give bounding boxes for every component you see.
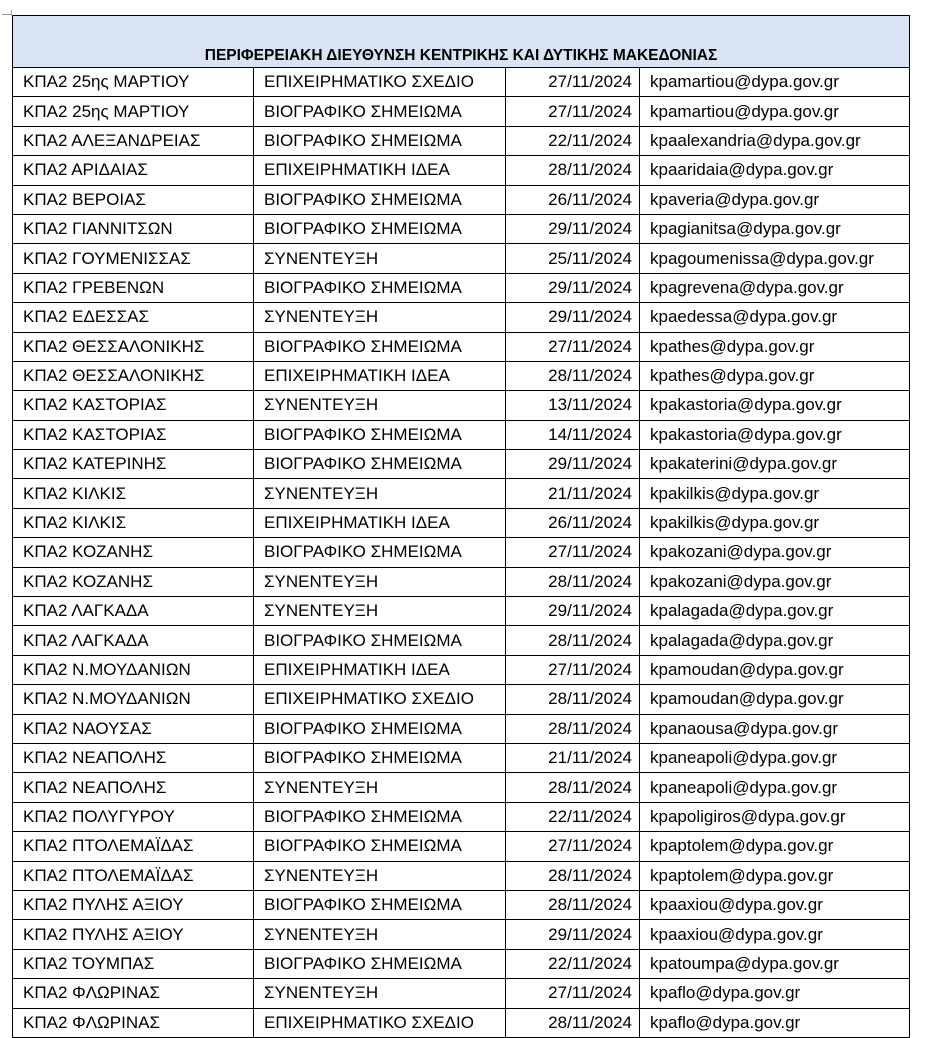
date-cell: 29/11/2024 [506,303,640,332]
email-cell: kpaflo@dypa.gov.gr [640,1008,910,1037]
table-row [13,126,910,155]
date-cell: 26/11/2024 [506,185,640,214]
email-cell: kpalagada@dypa.gov.gr [640,626,910,655]
table-row [13,655,910,684]
activity-cell: ΣΥΝΕΝΤΕΥΞΗ [254,979,506,1008]
email-cell: kpalagada@dypa.gov.gr [640,597,910,626]
activity-cell: ΒΙΟΓΡΑΦΙΚΟ ΣΗΜΕΙΩΜΑ [254,214,506,243]
activity-cell: ΒΙΟΓΡΑΦΙΚΟ ΣΗΜΕΙΩΜΑ [254,949,506,978]
table-row [13,273,910,302]
office-cell: ΚΠΑ2 25ης ΜΑΡΤΙΟΥ [13,97,254,126]
table-row [13,450,910,479]
table-row [13,68,910,97]
email-cell: kpamoudan@dypa.gov.gr [640,655,910,684]
schedule-table [12,15,910,1038]
office-cell: ΚΠΑ2 ΘΕΣΣΑΛΟΝΙΚΗΣ [13,332,254,361]
office-cell: ΚΠΑ2 Ν.ΜΟΥΔΑΝΙΩΝ [13,655,254,684]
activity-cell: ΕΠΙΧΕΙΡΗΜΑΤΙΚΗ ΙΔΕΑ [254,655,506,684]
table-row [13,332,910,361]
date-cell: 28/11/2024 [506,773,640,802]
office-cell: ΚΠΑ2 ΚΙΛΚΙΣ [13,508,254,537]
email-cell: kpaneapoli@dypa.gov.gr [640,743,910,772]
activity-cell: ΒΙΟΓΡΑΦΙΚΟ ΣΗΜΕΙΩΜΑ [254,890,506,919]
activity-cell: ΣΥΝΕΝΤΕΥΞΗ [254,861,506,890]
table-row [13,802,910,831]
email-cell: kpaflo@dypa.gov.gr [640,979,910,1008]
activity-cell: ΒΙΟΓΡΑΦΙΚΟ ΣΗΜΕΙΩΜΑ [254,332,506,361]
office-cell: ΚΠΑ2 ΓΡΕΒΕΝΩΝ [13,273,254,302]
email-cell: kpaneapoli@dypa.gov.gr [640,773,910,802]
table-row [13,97,910,126]
office-cell: ΚΠΑ2 ΠΥΛΗΣ ΑΞΙΟΥ [13,890,254,919]
activity-cell: ΕΠΙΧΕΙΡΗΜΑΤΙΚΟ ΣΧΕΔΙΟ [254,68,506,97]
office-cell: ΚΠΑ2 ΦΛΩΡΙΝΑΣ [13,979,254,1008]
date-cell: 27/11/2024 [506,332,640,361]
table-row [13,743,910,772]
table-row [13,420,910,449]
office-cell: ΚΠΑ2 ΚΑΣΤΟΡΙΑΣ [13,391,254,420]
date-cell: 28/11/2024 [506,685,640,714]
office-cell: ΚΠΑ2 ΚΟΖΑΝΗΣ [13,538,254,567]
office-cell: ΚΠΑ2 ΚΑΣΤΟΡΙΑΣ [13,420,254,449]
activity-cell: ΣΥΝΕΝΤΕΥΞΗ [254,567,506,596]
office-cell: ΚΠΑ2 ΕΔΕΣΣΑΣ [13,303,254,332]
date-cell: 27/11/2024 [506,832,640,861]
email-cell: kpagrevena@dypa.gov.gr [640,273,910,302]
email-cell: kpaalexandria@dypa.gov.gr [640,126,910,155]
date-cell: 22/11/2024 [506,126,640,155]
date-cell: 28/11/2024 [506,626,640,655]
activity-cell: ΣΥΝΕΝΤΕΥΞΗ [254,597,506,626]
office-cell: ΚΠΑ2 ΑΡΙΔΑΙΑΣ [13,156,254,185]
table-title: ΠΕΡΙΦΕΡΕΙΑΚΗ ΔΙΕΥΘΥΝΣΗ ΚΕΝΤΡΙΚΗΣ ΚΑΙ ΔΥΤΙΚΗΣ ΜΑΚΕΔΟΝΙΑΣ [13,16,910,68]
activity-cell: ΣΥΝΕΝΤΕΥΞΗ [254,391,506,420]
office-cell: ΚΠΑ2 ΠΟΛΥΓΥΡΟΥ [13,802,254,831]
date-cell: 22/11/2024 [506,949,640,978]
date-cell: 29/11/2024 [506,450,640,479]
email-cell: kpakastoria@dypa.gov.gr [640,391,910,420]
date-cell: 28/11/2024 [506,156,640,185]
email-cell: kpaaxiou@dypa.gov.gr [640,890,910,919]
activity-cell: ΒΙΟΓΡΑΦΙΚΟ ΣΗΜΕΙΩΜΑ [254,743,506,772]
date-cell: 27/11/2024 [506,97,640,126]
date-cell: 29/11/2024 [506,597,640,626]
date-cell: 14/11/2024 [506,420,640,449]
email-cell: kpakilkis@dypa.gov.gr [640,479,910,508]
activity-cell: ΕΠΙΧΕΙΡΗΜΑΤΙΚΗ ΙΔΕΑ [254,508,506,537]
date-cell: 21/11/2024 [506,743,640,772]
office-cell: ΚΠΑ2 ΛΑΓΚΑΔΑ [13,626,254,655]
email-cell: kpakilkis@dypa.gov.gr [640,508,910,537]
date-cell: 21/11/2024 [506,479,640,508]
activity-cell: ΒΙΟΓΡΑΦΙΚΟ ΣΗΜΕΙΩΜΑ [254,97,506,126]
schedule-table-body [13,16,910,1038]
office-cell: ΚΠΑ2 ΛΑΓΚΑΔΑ [13,597,254,626]
table-row [13,920,910,949]
office-cell: ΚΠΑ2 ΠΤΟΛΕΜΑΪΔΑΣ [13,861,254,890]
email-cell: kpathes@dypa.gov.gr [640,332,910,361]
activity-cell: ΣΥΝΕΝΤΕΥΞΗ [254,303,506,332]
office-cell: ΚΠΑ2 ΚΟΖΑΝΗΣ [13,567,254,596]
office-cell: ΚΠΑ2 ΠΥΛΗΣ ΑΞΙΟΥ [13,920,254,949]
activity-cell: ΕΠΙΧΕΙΡΗΜΑΤΙΚΗ ΙΔΕΑ [254,156,506,185]
activity-cell: ΒΙΟΓΡΑΦΙΚΟ ΣΗΜΕΙΩΜΑ [254,714,506,743]
office-cell: ΚΠΑ2 25ης ΜΑΡΤΙΟΥ [13,68,254,97]
title-row [13,16,910,68]
email-cell: kpagoumenissa@dypa.gov.gr [640,244,910,273]
table-row [13,949,910,978]
email-cell: kpatoumpa@dypa.gov.gr [640,949,910,978]
sheet-corner-mark [2,10,12,15]
office-cell: ΚΠΑ2 ΝΕΑΠΟΛΗΣ [13,773,254,802]
date-cell: 13/11/2024 [506,391,640,420]
date-cell: 27/11/2024 [506,68,640,97]
activity-cell: ΕΠΙΧΕΙΡΗΜΑΤΙΚΟ ΣΧΕΔΙΟ [254,685,506,714]
table-row [13,861,910,890]
activity-cell: ΒΙΟΓΡΑΦΙΚΟ ΣΗΜΕΙΩΜΑ [254,420,506,449]
date-cell: 29/11/2024 [506,214,640,243]
office-cell: ΚΠΑ2 ΒΕΡΟΙΑΣ [13,185,254,214]
email-cell: kpamartiou@dypa.gov.gr [640,68,910,97]
email-cell: kpaaridaia@dypa.gov.gr [640,156,910,185]
date-cell: 27/11/2024 [506,655,640,684]
table-row [13,979,910,1008]
office-cell: ΚΠΑ2 ΦΛΩΡΙΝΑΣ [13,1008,254,1037]
email-cell: kpathes@dypa.gov.gr [640,361,910,390]
activity-cell: ΒΙΟΓΡΑΦΙΚΟ ΣΗΜΕΙΩΜΑ [254,450,506,479]
table-row [13,832,910,861]
table-row [13,214,910,243]
date-cell: 28/11/2024 [506,890,640,919]
table-row [13,890,910,919]
table-row [13,185,910,214]
date-cell: 28/11/2024 [506,714,640,743]
table-row [13,597,910,626]
date-cell: 28/11/2024 [506,1008,640,1037]
date-cell: 27/11/2024 [506,538,640,567]
table-row [13,714,910,743]
table-row [13,1008,910,1037]
table-row [13,773,910,802]
email-cell: kpaptolem@dypa.gov.gr [640,861,910,890]
table-row [13,567,910,596]
date-cell: 28/11/2024 [506,567,640,596]
office-cell: ΚΠΑ2 ΘΕΣΣΑΛΟΝΙΚΗΣ [13,361,254,390]
table-row [13,626,910,655]
date-cell: 29/11/2024 [506,920,640,949]
email-cell: kpapoligiros@dypa.gov.gr [640,802,910,831]
office-cell: ΚΠΑ2 ΝΑΟΥΣΑΣ [13,714,254,743]
date-cell: 22/11/2024 [506,802,640,831]
email-cell: kpaedessa@dypa.gov.gr [640,303,910,332]
table-row [13,361,910,390]
email-cell: kpakastoria@dypa.gov.gr [640,420,910,449]
activity-cell: ΒΙΟΓΡΑΦΙΚΟ ΣΗΜΕΙΩΜΑ [254,273,506,302]
activity-cell: ΣΥΝΕΝΤΕΥΞΗ [254,773,506,802]
activity-cell: ΣΥΝΕΝΤΕΥΞΗ [254,920,506,949]
email-cell: kpaptolem@dypa.gov.gr [640,832,910,861]
activity-cell: ΒΙΟΓΡΑΦΙΚΟ ΣΗΜΕΙΩΜΑ [254,832,506,861]
activity-cell: ΒΙΟΓΡΑΦΙΚΟ ΣΗΜΕΙΩΜΑ [254,126,506,155]
table-row [13,538,910,567]
date-cell: 28/11/2024 [506,361,640,390]
activity-cell: ΕΠΙΧΕΙΡΗΜΑΤΙΚΗ ΙΔΕΑ [254,361,506,390]
table-row [13,508,910,537]
email-cell: kpamoudan@dypa.gov.gr [640,685,910,714]
office-cell: ΚΠΑ2 Ν.ΜΟΥΔΑΝΙΩΝ [13,685,254,714]
activity-cell: ΒΙΟΓΡΑΦΙΚΟ ΣΗΜΕΙΩΜΑ [254,538,506,567]
activity-cell: ΕΠΙΧΕΙΡΗΜΑΤΙΚΟ ΣΧΕΔΙΟ [254,1008,506,1037]
activity-cell: ΣΥΝΕΝΤΕΥΞΗ [254,244,506,273]
activity-cell: ΒΙΟΓΡΑΦΙΚΟ ΣΗΜΕΙΩΜΑ [254,802,506,831]
activity-cell: ΣΥΝΕΝΤΕΥΞΗ [254,479,506,508]
email-cell: kpakaterini@dypa.gov.gr [640,450,910,479]
email-cell: kpamartiou@dypa.gov.gr [640,97,910,126]
email-cell: kpaveria@dypa.gov.gr [640,185,910,214]
date-cell: 25/11/2024 [506,244,640,273]
table-row [13,685,910,714]
table-row [13,156,910,185]
date-cell: 29/11/2024 [506,273,640,302]
date-cell: 27/11/2024 [506,979,640,1008]
table-row [13,391,910,420]
email-cell: kpagianitsa@dypa.gov.gr [640,214,910,243]
email-cell: kpakozani@dypa.gov.gr [640,538,910,567]
date-cell: 26/11/2024 [506,508,640,537]
email-cell: kpanaousa@dypa.gov.gr [640,714,910,743]
office-cell: ΚΠΑ2 ΓΙΑΝΝΙΤΣΩΝ [13,214,254,243]
office-cell: ΚΠΑ2 ΠΤΟΛΕΜΑΪΔΑΣ [13,832,254,861]
office-cell: ΚΠΑ2 ΚΑΤΕΡΙΝΗΣ [13,450,254,479]
date-cell: 28/11/2024 [506,861,640,890]
table-row [13,244,910,273]
activity-cell: ΒΙΟΓΡΑΦΙΚΟ ΣΗΜΕΙΩΜΑ [254,185,506,214]
activity-cell: ΒΙΟΓΡΑΦΙΚΟ ΣΗΜΕΙΩΜΑ [254,626,506,655]
office-cell: ΚΠΑ2 ΝΕΑΠΟΛΗΣ [13,743,254,772]
office-cell: ΚΠΑ2 ΓΟΥΜΕΝΙΣΣΑΣ [13,244,254,273]
table-row [13,303,910,332]
email-cell: kpaaxiou@dypa.gov.gr [640,920,910,949]
office-cell: ΚΠΑ2 ΚΙΛΚΙΣ [13,479,254,508]
table-row [13,479,910,508]
office-cell: ΚΠΑ2 ΤΟΥΜΠΑΣ [13,949,254,978]
email-cell: kpakozani@dypa.gov.gr [640,567,910,596]
office-cell: ΚΠΑ2 ΑΛΕΞΑΝΔΡΕΙΑΣ [13,126,254,155]
